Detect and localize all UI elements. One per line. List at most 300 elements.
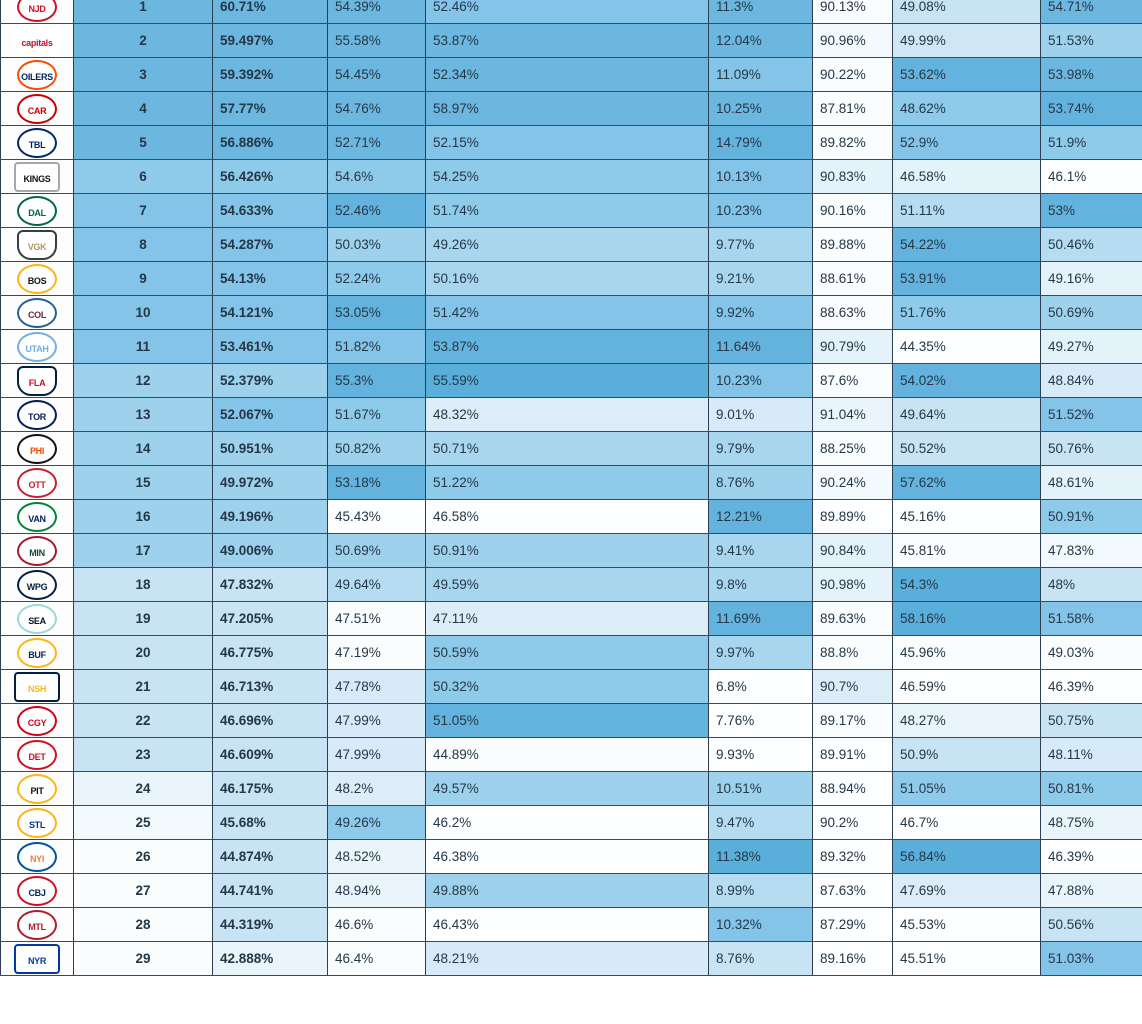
stat-cell-c4: 10.32% [709,908,813,942]
rank-cell: 16 [74,500,213,534]
montreal-canadiens-logo [17,910,57,940]
team-logo-cell [1,534,74,568]
stat-cell-c1: 56.426% [213,160,328,194]
stat-cell-c4: 11.69% [709,602,813,636]
stat-cell-c2: 54.45% [328,58,426,92]
table-row [1,160,1142,194]
stat-cell-c4: 11.3% [709,0,813,24]
stat-cell-c4: 9.92% [709,296,813,330]
stat-cell-c6: 53.62% [893,58,1041,92]
rank-cell: 15 [74,466,213,500]
team-logo-cell [1,194,74,228]
rank-cell: 26 [74,840,213,874]
team-logo-cell [1,296,74,330]
table-row [1,58,1142,92]
stat-cell-c1: 45.68% [213,806,328,840]
stat-cell-c4: 14.79% [709,126,813,160]
team-logo-cell [1,806,74,840]
team-logo-glyph: FLA [17,366,57,396]
stat-cell-c1: 42.888% [213,942,328,976]
stat-cell-c6: 45.53% [893,908,1041,942]
stat-cell-c4: 7.76% [709,704,813,738]
detroit-red-wings-logo [17,740,57,770]
team-logo-glyph: BOS [17,264,57,294]
team-logo-cell [1,228,74,262]
ottawa-senators-logo [17,468,57,498]
stat-cell-c2: 54.39% [328,0,426,24]
table-row [1,466,1142,500]
stat-cell-c2: 50.82% [328,432,426,466]
stat-cell-c2: 45.43% [328,500,426,534]
table-row [1,636,1142,670]
stat-cell-c1: 44.741% [213,874,328,908]
stat-cell-c5: 89.32% [813,840,893,874]
stat-cell-c7: 50.76% [1041,432,1142,466]
stat-cell-c4: 9.47% [709,806,813,840]
stat-cell-c3: 58.97% [426,92,709,126]
stat-cell-c5: 87.63% [813,874,893,908]
rank-cell: 12 [74,364,213,398]
stat-cell-c1: 52.379% [213,364,328,398]
stat-cell-c5: 90.98% [813,568,893,602]
team-logo-glyph: TBL [17,128,57,158]
stat-cell-c4: 11.09% [709,58,813,92]
stat-cell-c3: 49.57% [426,772,709,806]
team-logo-glyph: DAL [17,196,57,226]
team-logo-cell [1,398,74,432]
stat-cell-c5: 90.96% [813,24,893,58]
team-logo-cell [1,738,74,772]
stat-cell-c6: 51.76% [893,296,1041,330]
stat-cell-c5: 89.88% [813,228,893,262]
stat-cell-c4: 9.97% [709,636,813,670]
vancouver-canucks-logo [17,502,57,532]
stat-cell-c3: 46.43% [426,908,709,942]
stat-cell-c5: 90.24% [813,466,893,500]
table-row [1,24,1142,58]
toronto-maple-leafs-logo [17,400,57,430]
stat-cell-c2: 47.51% [328,602,426,636]
edmonton-oilers-logo [17,60,57,90]
stat-cell-c2: 47.99% [328,704,426,738]
stat-cell-c6: 45.16% [893,500,1041,534]
stat-cell-c4: 8.99% [709,874,813,908]
stat-cell-c2: 47.78% [328,670,426,704]
stat-cell-c4: 11.64% [709,330,813,364]
stat-cell-c6: 47.69% [893,874,1041,908]
rank-cell: 13 [74,398,213,432]
stat-cell-c3: 50.71% [426,432,709,466]
stat-cell-c3: 44.89% [426,738,709,772]
team-logo-cell [1,160,74,194]
stat-cell-c2: 51.82% [328,330,426,364]
stat-cell-c7: 49.27% [1041,330,1142,364]
table-row [1,806,1142,840]
team-logo-cell [1,364,74,398]
rank-cell: 29 [74,942,213,976]
stat-cell-c1: 54.13% [213,262,328,296]
stat-cell-c3: 50.16% [426,262,709,296]
stat-cell-c1: 44.319% [213,908,328,942]
table-row [1,500,1142,534]
rank-cell: 6 [74,160,213,194]
stat-cell-c7: 50.46% [1041,228,1142,262]
columbus-blue-jackets-logo [17,876,57,906]
stat-cell-c3: 46.58% [426,500,709,534]
stat-cell-c1: 59.497% [213,24,328,58]
philadelphia-flyers-logo [17,434,57,464]
stat-cell-c2: 47.99% [328,738,426,772]
stat-cell-c6: 44.35% [893,330,1041,364]
stat-cell-c7: 49.16% [1041,262,1142,296]
stat-cell-c5: 90.83% [813,160,893,194]
team-logo-glyph: NSH [14,672,60,702]
team-logo-cell [1,58,74,92]
carolina-hurricanes-logo [17,94,57,124]
colorado-avalanche-logo [17,298,57,328]
stat-cell-c3: 49.88% [426,874,709,908]
team-logo-glyph: CBJ [17,876,57,906]
stat-cell-c1: 49.972% [213,466,328,500]
stat-cell-c1: 46.609% [213,738,328,772]
stat-cell-c1: 47.205% [213,602,328,636]
stat-cell-c6: 46.7% [893,806,1041,840]
stat-cell-c1: 49.006% [213,534,328,568]
stat-cell-c7: 47.88% [1041,874,1142,908]
team-logo-cell [1,330,74,364]
team-logo-cell [1,568,74,602]
stat-cell-c2: 53.18% [328,466,426,500]
stat-cell-c4: 9.8% [709,568,813,602]
vegas-golden-knights-logo [17,230,57,260]
calgary-flames-logo [17,706,57,736]
team-logo-glyph: NJD [17,0,57,22]
team-logo-glyph: KINGS [14,162,60,192]
stat-cell-c1: 56.886% [213,126,328,160]
stat-cell-c3: 52.15% [426,126,709,160]
stat-cell-c2: 46.6% [328,908,426,942]
rank-cell: 25 [74,806,213,840]
minnesota-wild-logo [17,536,57,566]
stat-cell-c7: 51.03% [1041,942,1142,976]
stat-cell-c7: 46.39% [1041,670,1142,704]
stat-cell-c1: 59.392% [213,58,328,92]
stat-cell-c7: 49.03% [1041,636,1142,670]
stat-cell-c7: 48.75% [1041,806,1142,840]
stat-cell-c2: 55.3% [328,364,426,398]
table-row [1,364,1142,398]
stat-cell-c5: 88.94% [813,772,893,806]
table-row [1,534,1142,568]
stat-cell-c1: 46.696% [213,704,328,738]
stat-cell-c5: 90.79% [813,330,893,364]
stat-cell-c6: 54.3% [893,568,1041,602]
stat-cell-c4: 9.41% [709,534,813,568]
table-row [1,840,1142,874]
stat-cell-c4: 10.51% [709,772,813,806]
stat-cell-c3: 52.46% [426,0,709,24]
stat-cell-c3: 50.32% [426,670,709,704]
team-logo-glyph: PHI [17,434,57,464]
st-louis-blues-logo [17,808,57,838]
stat-cell-c6: 50.52% [893,432,1041,466]
stat-cell-c2: 46.4% [328,942,426,976]
rank-cell: 2 [74,24,213,58]
stat-cell-c2: 48.52% [328,840,426,874]
stat-cell-c7: 50.56% [1041,908,1142,942]
stat-cell-c5: 90.84% [813,534,893,568]
stat-cell-c4: 9.01% [709,398,813,432]
stat-cell-c4: 10.13% [709,160,813,194]
stat-cell-c5: 88.63% [813,296,893,330]
table-row [1,704,1142,738]
team-logo-cell [1,24,74,58]
team-logo-cell [1,908,74,942]
stat-cell-c6: 50.9% [893,738,1041,772]
team-logo-glyph: UTAH [17,332,57,362]
stat-cell-c6: 48.27% [893,704,1041,738]
rank-cell: 8 [74,228,213,262]
team-logo-glyph: NYR [14,944,60,974]
rank-cell: 14 [74,432,213,466]
stat-cell-c3: 53.87% [426,24,709,58]
table-row [1,942,1142,976]
rank-cell: 22 [74,704,213,738]
stat-cell-c2: 50.03% [328,228,426,262]
rank-cell: 7 [74,194,213,228]
team-logo-glyph: VGK [17,230,57,260]
stat-cell-c5: 90.13% [813,0,893,24]
stat-cell-c3: 51.74% [426,194,709,228]
team-logo-glyph: CGY [17,706,57,736]
stat-cell-c3: 55.59% [426,364,709,398]
table-row [1,874,1142,908]
stat-cell-c2: 48.94% [328,874,426,908]
stat-cell-c5: 90.16% [813,194,893,228]
stat-cell-c6: 51.11% [893,194,1041,228]
stat-cell-c7: 48.61% [1041,466,1142,500]
team-logo-glyph: STL [17,808,57,838]
team-logo-glyph: COL [17,298,57,328]
stat-cell-c6: 45.81% [893,534,1041,568]
table-row [1,296,1142,330]
stat-cell-c6: 49.64% [893,398,1041,432]
stat-cell-c7: 48% [1041,568,1142,602]
stat-cell-c7: 51.58% [1041,602,1142,636]
stat-cell-c7: 46.39% [1041,840,1142,874]
table-row [1,908,1142,942]
stat-cell-c2: 54.6% [328,160,426,194]
team-logo-glyph: CAR [17,94,57,124]
stat-cell-c3: 51.42% [426,296,709,330]
table-row [1,568,1142,602]
team-logo-cell [1,126,74,160]
stat-cell-c7: 47.83% [1041,534,1142,568]
stat-cell-c7: 54.71% [1041,0,1142,24]
stat-cell-c5: 89.16% [813,942,893,976]
stat-cell-c7: 50.69% [1041,296,1142,330]
stat-cell-c7: 50.91% [1041,500,1142,534]
stat-cell-c3: 50.59% [426,636,709,670]
stat-cell-c5: 87.29% [813,908,893,942]
team-logo-glyph: WPG [17,570,57,600]
stat-cell-c6: 49.99% [893,24,1041,58]
stat-cell-c2: 50.69% [328,534,426,568]
stat-cell-c3: 46.38% [426,840,709,874]
los-angeles-kings-logo [17,162,57,192]
stat-cell-c2: 53.05% [328,296,426,330]
stat-cell-c3: 49.26% [426,228,709,262]
stat-cell-c2: 52.46% [328,194,426,228]
table-row [1,0,1142,24]
team-logo-cell [1,92,74,126]
team-logo-cell [1,772,74,806]
rank-cell: 3 [74,58,213,92]
rank-cell: 9 [74,262,213,296]
utah-hockey-club-logo [17,332,57,362]
team-logo-glyph: capitals [14,26,60,56]
stat-cell-c4: 10.23% [709,364,813,398]
stat-cell-c7: 53% [1041,194,1142,228]
buffalo-sabres-logo [17,638,57,668]
stat-cell-c1: 52.067% [213,398,328,432]
team-logo-cell [1,670,74,704]
stat-cell-c6: 46.58% [893,160,1041,194]
team-logo-glyph: BUF [17,638,57,668]
stat-cell-c1: 46.713% [213,670,328,704]
stat-cell-c5: 91.04% [813,398,893,432]
stat-cell-c2: 54.76% [328,92,426,126]
stat-cell-c4: 9.77% [709,228,813,262]
team-logo-glyph: OILERS [17,60,57,90]
stat-cell-c1: 60.71% [213,0,328,24]
stat-cell-c4: 11.38% [709,840,813,874]
rank-cell: 4 [74,92,213,126]
stat-cell-c7: 51.9% [1041,126,1142,160]
stat-cell-c1: 47.832% [213,568,328,602]
pittsburgh-penguins-logo [17,774,57,804]
stat-cell-c2: 49.64% [328,568,426,602]
stat-cell-c3: 54.25% [426,160,709,194]
stat-cell-c3: 53.87% [426,330,709,364]
stat-cell-c5: 87.6% [813,364,893,398]
stat-cell-c5: 88.61% [813,262,893,296]
rank-cell: 19 [74,602,213,636]
team-logo-cell [1,942,74,976]
stat-cell-c7: 50.81% [1041,772,1142,806]
stat-cell-c7: 48.11% [1041,738,1142,772]
stat-cell-c4: 12.04% [709,24,813,58]
table-row [1,126,1142,160]
new-jersey-devils-logo [17,0,57,22]
stat-cell-c3: 48.32% [426,398,709,432]
stat-cell-c1: 44.874% [213,840,328,874]
team-logo-glyph: TOR [17,400,57,430]
stat-cell-c1: 53.461% [213,330,328,364]
stat-cell-c6: 54.22% [893,228,1041,262]
team-logo-cell [1,432,74,466]
team-logo-cell [1,466,74,500]
boston-bruins-logo [17,264,57,294]
stat-cell-c5: 88.8% [813,636,893,670]
stat-cell-c5: 89.63% [813,602,893,636]
table-row [1,262,1142,296]
stat-cell-c4: 10.23% [709,194,813,228]
stat-cell-c2: 55.58% [328,24,426,58]
stat-cell-c2: 48.2% [328,772,426,806]
stat-cell-c6: 45.96% [893,636,1041,670]
stat-cell-c4: 6.8% [709,670,813,704]
team-logo-cell [1,704,74,738]
stat-cell-c6: 58.16% [893,602,1041,636]
table-row [1,194,1142,228]
team-logo-glyph: SEA [17,604,57,634]
stat-cell-c4: 10.25% [709,92,813,126]
stat-cell-c5: 88.25% [813,432,893,466]
rank-cell: 27 [74,874,213,908]
stat-cell-c6: 53.91% [893,262,1041,296]
stat-cell-c5: 90.2% [813,806,893,840]
winnipeg-jets-logo [17,570,57,600]
stat-cell-c1: 54.287% [213,228,328,262]
rank-cell: 28 [74,908,213,942]
table-row [1,670,1142,704]
team-logo-glyph: VAN [17,502,57,532]
stat-cell-c7: 48.84% [1041,364,1142,398]
team-logo-cell [1,262,74,296]
stat-cell-c4: 9.21% [709,262,813,296]
stat-cell-c6: 46.59% [893,670,1041,704]
stat-cell-c1: 46.775% [213,636,328,670]
stat-cell-c6: 56.84% [893,840,1041,874]
rank-cell: 17 [74,534,213,568]
team-logo-cell [1,602,74,636]
stat-cell-c7: 46.1% [1041,160,1142,194]
team-logo-glyph: PIT [17,774,57,804]
stat-cell-c5: 90.22% [813,58,893,92]
rank-cell: 11 [74,330,213,364]
table-row [1,738,1142,772]
table-body [1,0,1142,976]
table-row [1,228,1142,262]
stat-cell-c5: 89.17% [813,704,893,738]
team-logo-cell [1,874,74,908]
rank-cell: 5 [74,126,213,160]
team-logo-cell [1,0,74,24]
seattle-kraken-logo [17,604,57,634]
stat-cell-c3: 51.05% [426,704,709,738]
rank-cell: 20 [74,636,213,670]
stat-cell-c5: 87.81% [813,92,893,126]
stat-cell-c1: 49.196% [213,500,328,534]
stat-cell-c4: 9.93% [709,738,813,772]
stat-cell-c5: 89.89% [813,500,893,534]
stat-cell-c1: 57.77% [213,92,328,126]
table-row [1,92,1142,126]
stat-cell-c4: 9.79% [709,432,813,466]
washington-capitals-logo [17,26,57,56]
stat-cell-c2: 51.67% [328,398,426,432]
stat-cell-c6: 51.05% [893,772,1041,806]
rank-cell: 10 [74,296,213,330]
stat-cell-c4: 12.21% [709,500,813,534]
florida-panthers-logo [17,366,57,396]
stat-cell-c4: 8.76% [709,942,813,976]
stat-cell-c2: 52.71% [328,126,426,160]
team-logo-cell [1,840,74,874]
rank-cell: 18 [74,568,213,602]
table-row [1,602,1142,636]
